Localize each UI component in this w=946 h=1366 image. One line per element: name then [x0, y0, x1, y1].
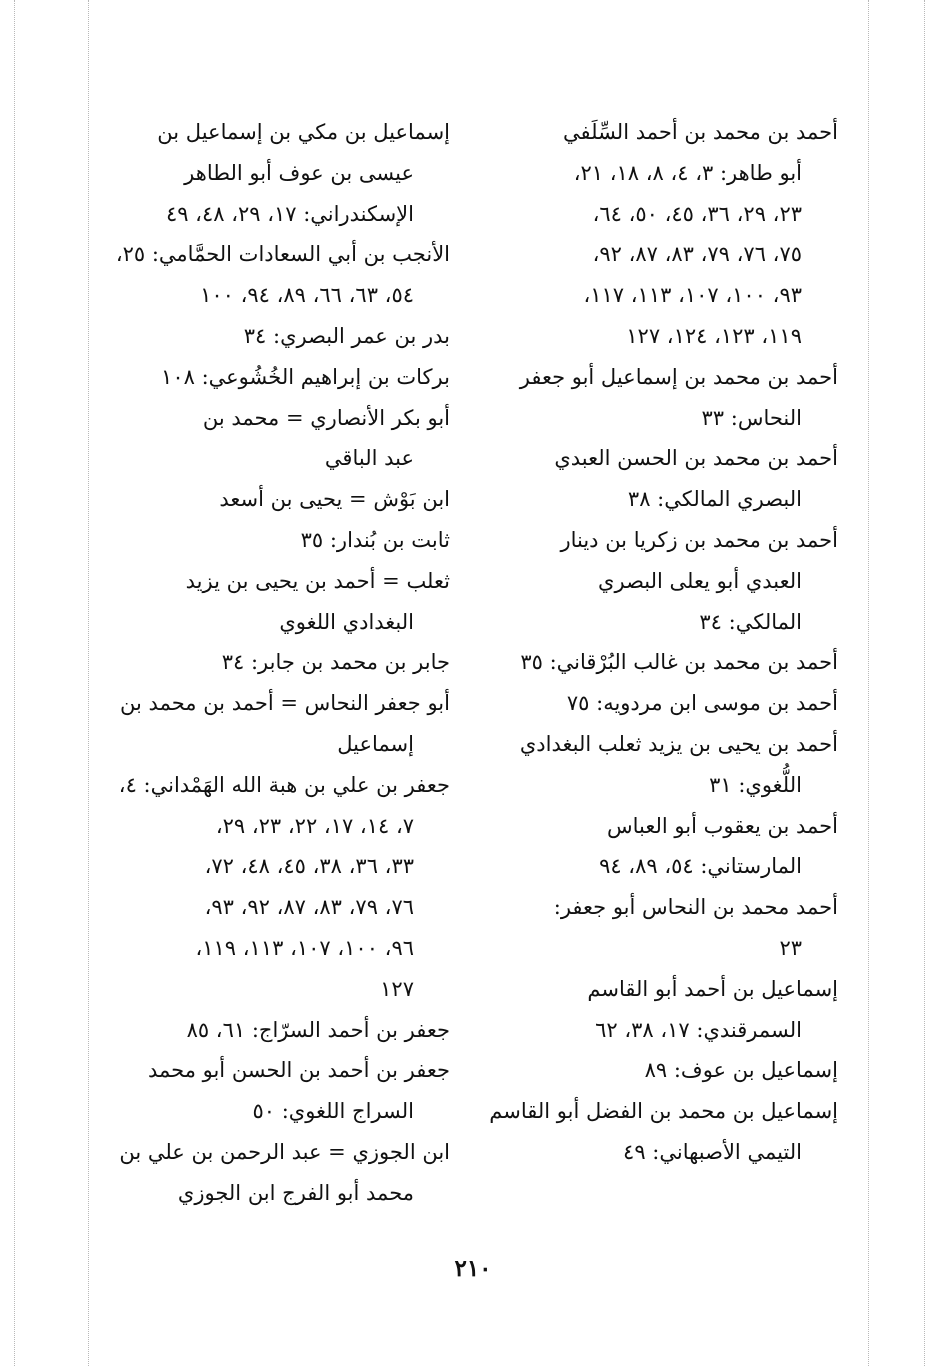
index-entry-heading: ابن بَوْش = يحيى بن أسعد: [219, 487, 450, 512]
index-entry: [110, 316, 450, 357]
index-entry-heading: أحمد بن محمد بن غالب البُرْقاني: ٣٥: [520, 650, 838, 675]
index-entry: [110, 1010, 450, 1051]
index-entry-heading: إسماعيل بن أحمد أبو القاسم: [587, 976, 838, 1001]
index-entry-heading: أحمد بن يعقوب أبو العباس: [607, 813, 838, 838]
index-entry: [498, 520, 838, 642]
index-entry-continuation: العبدي أبو يعلى البصري: [598, 568, 802, 593]
index-entry-heading: أحمد بن موسى ابن مردويه: ٧٥: [566, 691, 838, 716]
index-entry-heading: أحمد محمد بن النحاس أبو جعفر:: [553, 895, 838, 920]
index-entry: [110, 234, 450, 316]
scan-guide-line: [868, 0, 869, 1366]
index-column-right: [489, 112, 838, 1173]
index-entry: [498, 887, 838, 969]
index-entry: [110, 642, 450, 683]
index-entry: [498, 112, 838, 357]
index-entry: [498, 724, 838, 806]
index-entry: [498, 969, 838, 1051]
index-entry-heading: بدر بن عمر البصري: ٣٤: [243, 323, 450, 348]
index-entry-continuation: الإسكندراني: ١٧، ٢٩، ٤٨، ٤٩: [165, 201, 414, 226]
index-entry-continuation: محمد أبو الفرج ابن الجوزي: [177, 1180, 414, 1205]
index-entry-continuation: ٧٦، ٧٩، ٨٣، ٨٧، ٩٢، ٩٣،: [204, 895, 414, 920]
index-entry-heading: إسماعيل بن عوف: ٨٩: [644, 1058, 838, 1083]
page-number: ٢١٠: [454, 1255, 492, 1282]
index-entry-continuation: السراج اللغوي: ٥٠: [252, 1099, 414, 1124]
index-entry-continuation: اللُّغوي: ٣١: [709, 772, 802, 797]
index-entry: [498, 683, 838, 724]
index-entry-continuation: البصري المالكي: ٣٨: [627, 487, 802, 512]
index-entry-heading: ابن الجوزي = عبد الرحمن بن علي بن: [119, 1139, 450, 1164]
scan-guide-line: [924, 0, 925, 1366]
index-entry: [110, 765, 450, 1010]
index-entry-heading: جعفر بن علي بن هبة الله الهَمْداني: ٤،: [118, 772, 450, 797]
index-entry-heading: أحمد بن محمد بن الحسن العبدي: [554, 446, 838, 471]
index-entry-heading: ثابت بن بُندار: ٣٥: [300, 527, 450, 552]
index-entry-heading: ثعلب = أحمد بن يحيى بن يزيد: [185, 568, 450, 593]
index-entry-continuation: النحاس: ٣٣: [701, 405, 802, 430]
index-entry: [498, 806, 838, 888]
index-entry-heading: إسماعيل بن مكي بن إسماعيل بن: [157, 120, 450, 144]
index-entry-continuation: البغدادي اللغوي: [279, 609, 414, 634]
index-entry-heading: أحمد بن محمد بن زكريا بن دينار: [560, 527, 838, 552]
index-entry-heading: الأنجب بن أبي السعادات الحمَّامي: ٢٥،: [115, 242, 450, 267]
index-entry-heading: جابر بن محمد بن جابر: ٣٤: [221, 650, 450, 675]
index-entry: [110, 112, 450, 234]
index-entry: [110, 357, 450, 398]
index-entry: [498, 642, 838, 683]
index-entry-heading: أحمد بن محمد بن إسماعيل أبو جعفر: [519, 364, 838, 389]
index-entry-continuation: أبو طاهر: ٣، ٤، ٨، ١٨، ٢١،: [573, 160, 802, 185]
index-entry-continuation: التيمي الأصبهاني: ٤٩: [623, 1139, 802, 1164]
index-entry: [110, 1132, 450, 1214]
index-entry-continuation: المارستاني: ٥٤، ٨٩، ٩٤: [599, 854, 802, 879]
index-entry-heading: أبو بكر الأنصاري = محمد بن: [202, 405, 450, 430]
index-entry-continuation: المالكي: ٣٤: [699, 609, 802, 634]
index-entry-heading: جعفر بن أحمد بن الحسن أبو محمد: [147, 1058, 450, 1083]
index-entry-continuation: ٣٣، ٣٦، ٣٨، ٤٥، ٤٨، ٧٢،: [204, 854, 414, 879]
index-entry-continuation: ٥٤، ٦٣، ٦٦، ٨٩، ٩٤، ١٠٠: [200, 283, 414, 308]
index-entry-continuation: عيسى بن عوف أبو الطاهر: [184, 160, 414, 185]
index-entry-continuation: ٢٣: [779, 935, 802, 960]
index-entry: [110, 561, 450, 643]
index-entry-continuation: ١٢٧: [380, 976, 414, 1001]
index-entry: [110, 520, 450, 561]
index-entry-heading: أحمد بن يحيى بن يزيد ثعلب البغدادي: [519, 731, 838, 756]
index-entry-continuation: ٩٦، ١٠٠، ١٠٧، ١١٣، ١١٩،: [195, 935, 414, 960]
index-entry-heading: بركات بن إبراهيم الخُشُوعي: ١٠٨: [161, 364, 450, 389]
index-entry-heading: جعفر بن أحمد السرّاج: ٦١، ٨٥: [186, 1017, 450, 1042]
index-entry: [110, 683, 450, 765]
index-entry-continuation: ٩٣، ١٠٠، ١٠٧، ١١٣، ١١٧،: [583, 283, 802, 308]
index-entry-continuation: السمرقندي: ١٧، ٣٨، ٦٢: [595, 1017, 802, 1042]
index-entry-continuation: ٧٥، ٧٦، ٧٩، ٨٣، ٨٧، ٩٢،: [592, 242, 802, 267]
index-entry: [110, 398, 450, 480]
index-column-left: [110, 112, 450, 1214]
scan-guide-line: [88, 0, 89, 1366]
index-entry-continuation: عبد الباقي: [324, 446, 414, 471]
index-entry-continuation: ٧، ١٤، ١٧، ٢٢، ٢٣، ٢٩،: [215, 813, 414, 838]
index-entry: [498, 438, 838, 520]
index-entry-heading: إسماعيل بن محمد بن الفضل أبو القاسم: [489, 1099, 838, 1124]
index-entry: [110, 479, 450, 520]
index-entry: [489, 1091, 838, 1173]
index-entry-continuation: إسماعيل: [337, 731, 414, 756]
index-entry: [110, 1050, 450, 1132]
index-entry-heading: أبو جعفر النحاس = أحمد بن محمد بن: [120, 691, 450, 716]
index-entry-heading: أحمد بن محمد بن أحمد السِّلَفي: [562, 120, 838, 144]
index-entry: [498, 1050, 838, 1091]
index-entry: [498, 357, 838, 439]
index-entry-continuation: ٢٣، ٢٩، ٣٦، ٤٥، ٥٠، ٦٤،: [592, 201, 802, 226]
scan-guide-line: [14, 0, 15, 1366]
index-entry-continuation: ١١٩، ١٢٣، ١٢٤، ١٢٧: [626, 323, 802, 348]
